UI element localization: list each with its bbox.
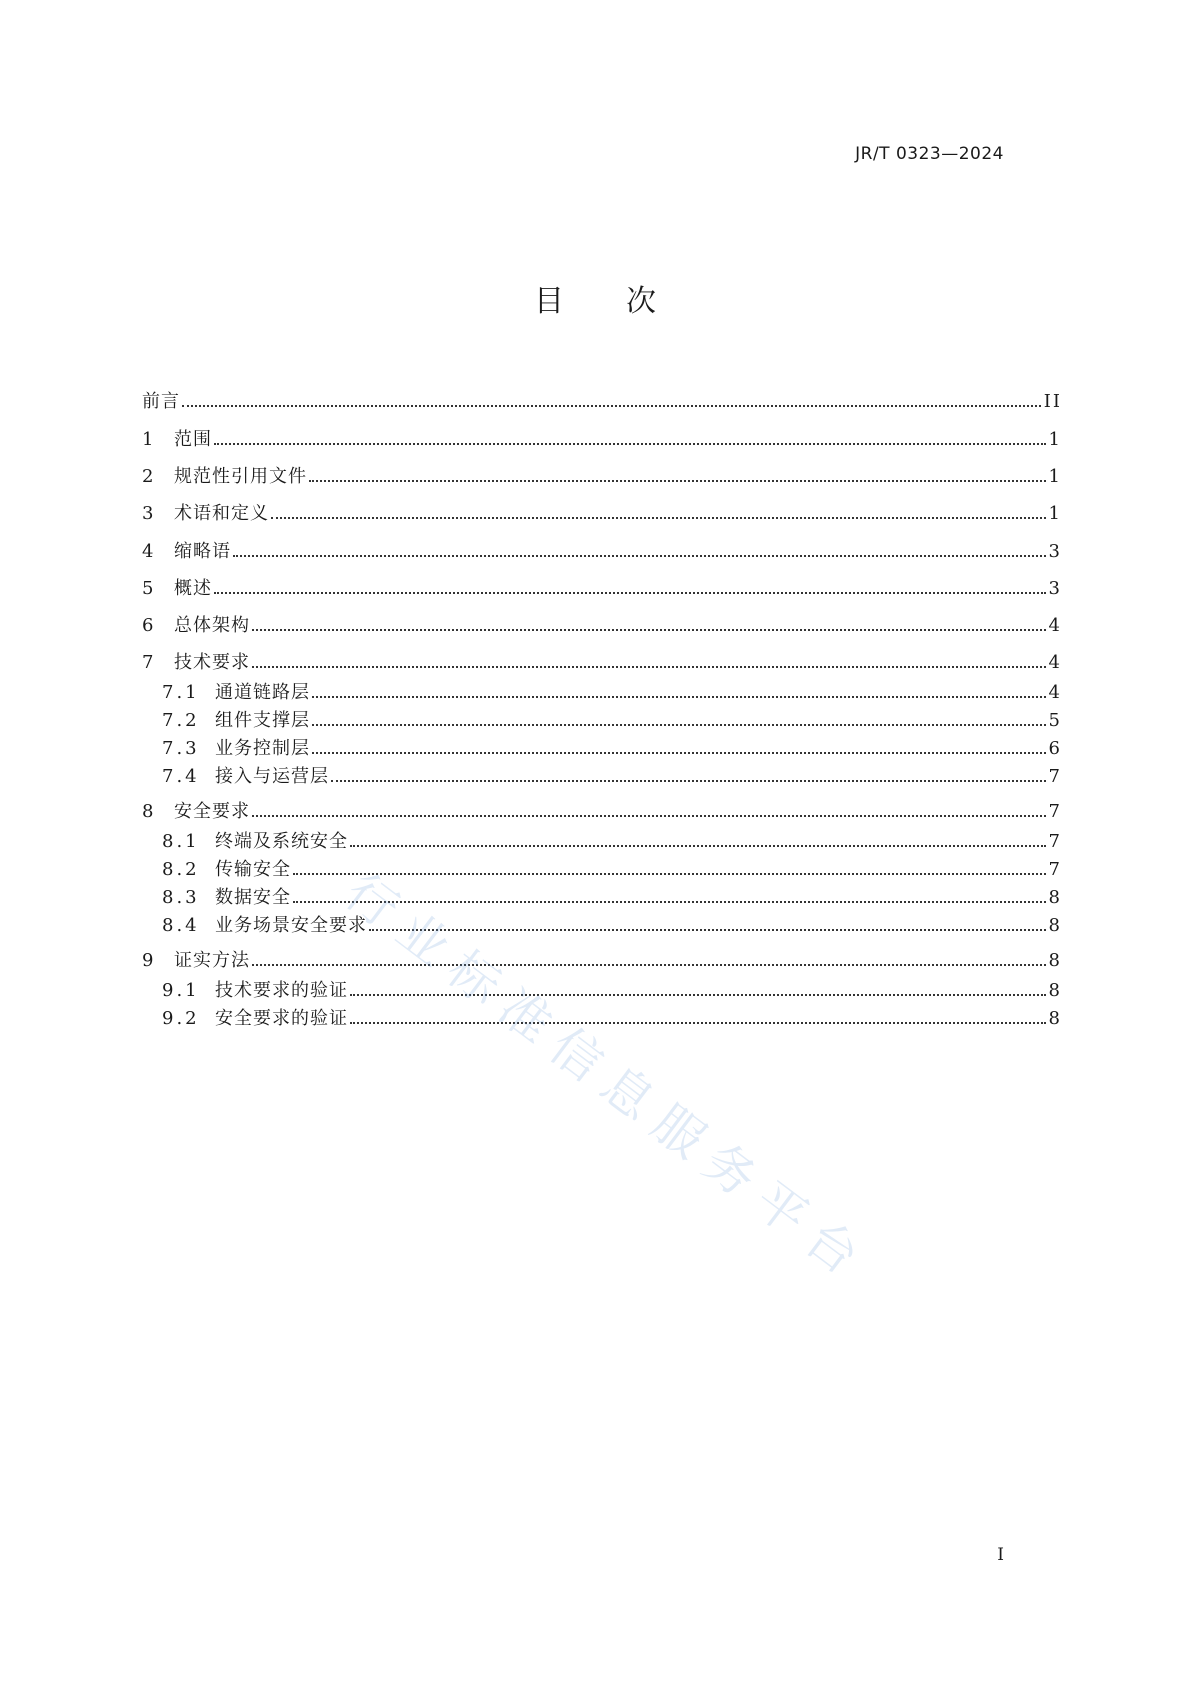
toc-dot-leader (309, 480, 1046, 482)
toc-dot-leader (252, 964, 1046, 966)
toc-entry[interactable] (162, 765, 1062, 789)
toc-dot-leader (312, 724, 1046, 726)
toc-dot-leader (312, 696, 1046, 698)
toc-entry-number: 7 (142, 652, 154, 673)
toc-entry-number: 8 (142, 801, 154, 822)
toc-dot-leader (252, 629, 1046, 631)
toc-entry-number: 9.1 (162, 980, 200, 1001)
toc-entry-label: 规范性引用文件 (174, 466, 307, 487)
toc-entry[interactable] (142, 614, 1062, 638)
toc-entry[interactable] (162, 830, 1062, 854)
toc-entry[interactable] (142, 651, 1062, 675)
toc-entry-number: 6 (142, 615, 154, 636)
toc-entry[interactable] (162, 737, 1062, 761)
toc-entry-page: 1 (1048, 503, 1062, 524)
toc-entry[interactable] (142, 949, 1062, 973)
toc-dot-leader (271, 517, 1046, 519)
toc-entry-page: 4 (1048, 615, 1062, 636)
toc-entry-label: 证实方法 (174, 950, 250, 971)
toc-dot-leader (350, 1022, 1046, 1024)
toc-entry-number: 8.2 (162, 859, 200, 880)
toc-dot-leader (182, 405, 1041, 407)
toc-entry-page: 5 (1048, 710, 1062, 731)
toc-entry[interactable] (142, 800, 1062, 824)
toc-entry-label: 总体架构 (174, 615, 250, 636)
toc-entry-page: 1 (1048, 429, 1062, 450)
toc-entry[interactable] (162, 858, 1062, 882)
toc-entry-label: 范围 (174, 429, 212, 450)
toc-entry-page: 3 (1048, 578, 1062, 599)
toc-entry-label: 通道链路层 (215, 682, 310, 703)
toc-entry-label: 技术要求 (174, 652, 250, 673)
toc-dot-leader (350, 845, 1046, 847)
toc-entry-number: 8.1 (162, 831, 200, 852)
toc-dot-leader (293, 873, 1046, 875)
toc-entry-number: 1 (142, 429, 154, 450)
toc-entry-label: 技术要求的验证 (215, 980, 348, 1001)
toc-entry-number: 5 (142, 578, 154, 599)
toc-entry[interactable] (142, 465, 1062, 489)
toc-entry[interactable] (162, 681, 1062, 705)
toc-entry-number: 8.3 (162, 887, 200, 908)
toc-entry-page: 1 (1048, 466, 1062, 487)
toc-entry-number: 7.4 (162, 766, 200, 787)
toc-entry-label: 业务场景安全要求 (215, 915, 367, 936)
toc-entry[interactable] (162, 709, 1062, 733)
toc-entry-number: 3 (142, 503, 154, 524)
toc-entry-label: 组件支撑层 (215, 710, 310, 731)
toc-entry-label: 传输安全 (215, 859, 291, 880)
toc-entry[interactable] (162, 886, 1062, 910)
toc-entry-page: 7 (1048, 766, 1062, 787)
toc-entry-page: 7 (1048, 831, 1062, 852)
toc-dot-leader (233, 555, 1046, 557)
toc-entry-label: 业务控制层 (215, 738, 310, 759)
toc-entry[interactable] (142, 428, 1062, 452)
toc-dot-leader (331, 780, 1046, 782)
toc-entry[interactable] (142, 577, 1062, 601)
toc-entry-page: 4 (1048, 652, 1062, 673)
toc-entry-number: 9 (142, 950, 154, 971)
toc-entry-label: 安全要求的验证 (215, 1008, 348, 1029)
toc-entry-label: 缩略语 (174, 541, 231, 562)
toc-entry-number: 7.2 (162, 710, 200, 731)
toc-dot-leader (252, 815, 1046, 817)
toc-entry-label: 术语和定义 (174, 503, 269, 524)
toc-entry-number: 9.2 (162, 1008, 200, 1029)
toc-entry-label: 前言 (142, 391, 180, 412)
toc-dot-leader (312, 752, 1046, 754)
document-code: JR/T 0323—2024 (855, 144, 1004, 164)
toc-entry-page: II (1043, 391, 1062, 412)
toc-entry-page: 3 (1048, 541, 1062, 562)
toc-entry-page: 7 (1048, 859, 1062, 880)
toc-dot-leader (350, 994, 1046, 996)
toc-dot-leader (369, 929, 1046, 931)
toc-dot-leader (252, 666, 1046, 668)
toc-entry[interactable] (162, 979, 1062, 1003)
toc-entry-label: 数据安全 (215, 887, 291, 908)
footer-page-number: I (997, 1545, 1004, 1565)
toc-entry-label: 终端及系统安全 (215, 831, 348, 852)
page-title: 目次 (534, 284, 718, 319)
toc-entry-page: 8 (1048, 1008, 1062, 1029)
toc-entry-page: 8 (1048, 950, 1062, 971)
toc-entry-number: 2 (142, 466, 154, 487)
toc-entry-label: 接入与运营层 (215, 766, 329, 787)
toc-entry[interactable] (162, 914, 1062, 938)
toc-entry[interactable] (142, 390, 1062, 414)
toc-entry-number: 4 (142, 541, 154, 562)
toc-entry-number: 7.3 (162, 738, 200, 759)
toc-entry[interactable] (162, 1007, 1062, 1031)
toc-dot-leader (214, 443, 1046, 445)
toc-entry-page: 8 (1048, 887, 1062, 908)
toc-entry-page: 7 (1048, 801, 1062, 822)
toc-entry-page: 8 (1048, 915, 1062, 936)
toc-entry[interactable] (142, 540, 1062, 564)
toc-entry-number: 8.4 (162, 915, 200, 936)
toc-entry-page: 4 (1048, 682, 1062, 703)
toc-dot-leader (214, 592, 1046, 594)
toc-entry-page: 6 (1048, 738, 1062, 759)
toc-entry-label: 概述 (174, 578, 212, 599)
toc-entry-number: 7.1 (162, 682, 200, 703)
toc-dot-leader (293, 901, 1046, 903)
toc-entry-page: 8 (1048, 980, 1062, 1001)
watermark: 行业标准信息服务平台 (334, 862, 881, 1294)
toc-entry-label: 安全要求 (174, 801, 250, 822)
toc-entry[interactable] (142, 502, 1062, 526)
